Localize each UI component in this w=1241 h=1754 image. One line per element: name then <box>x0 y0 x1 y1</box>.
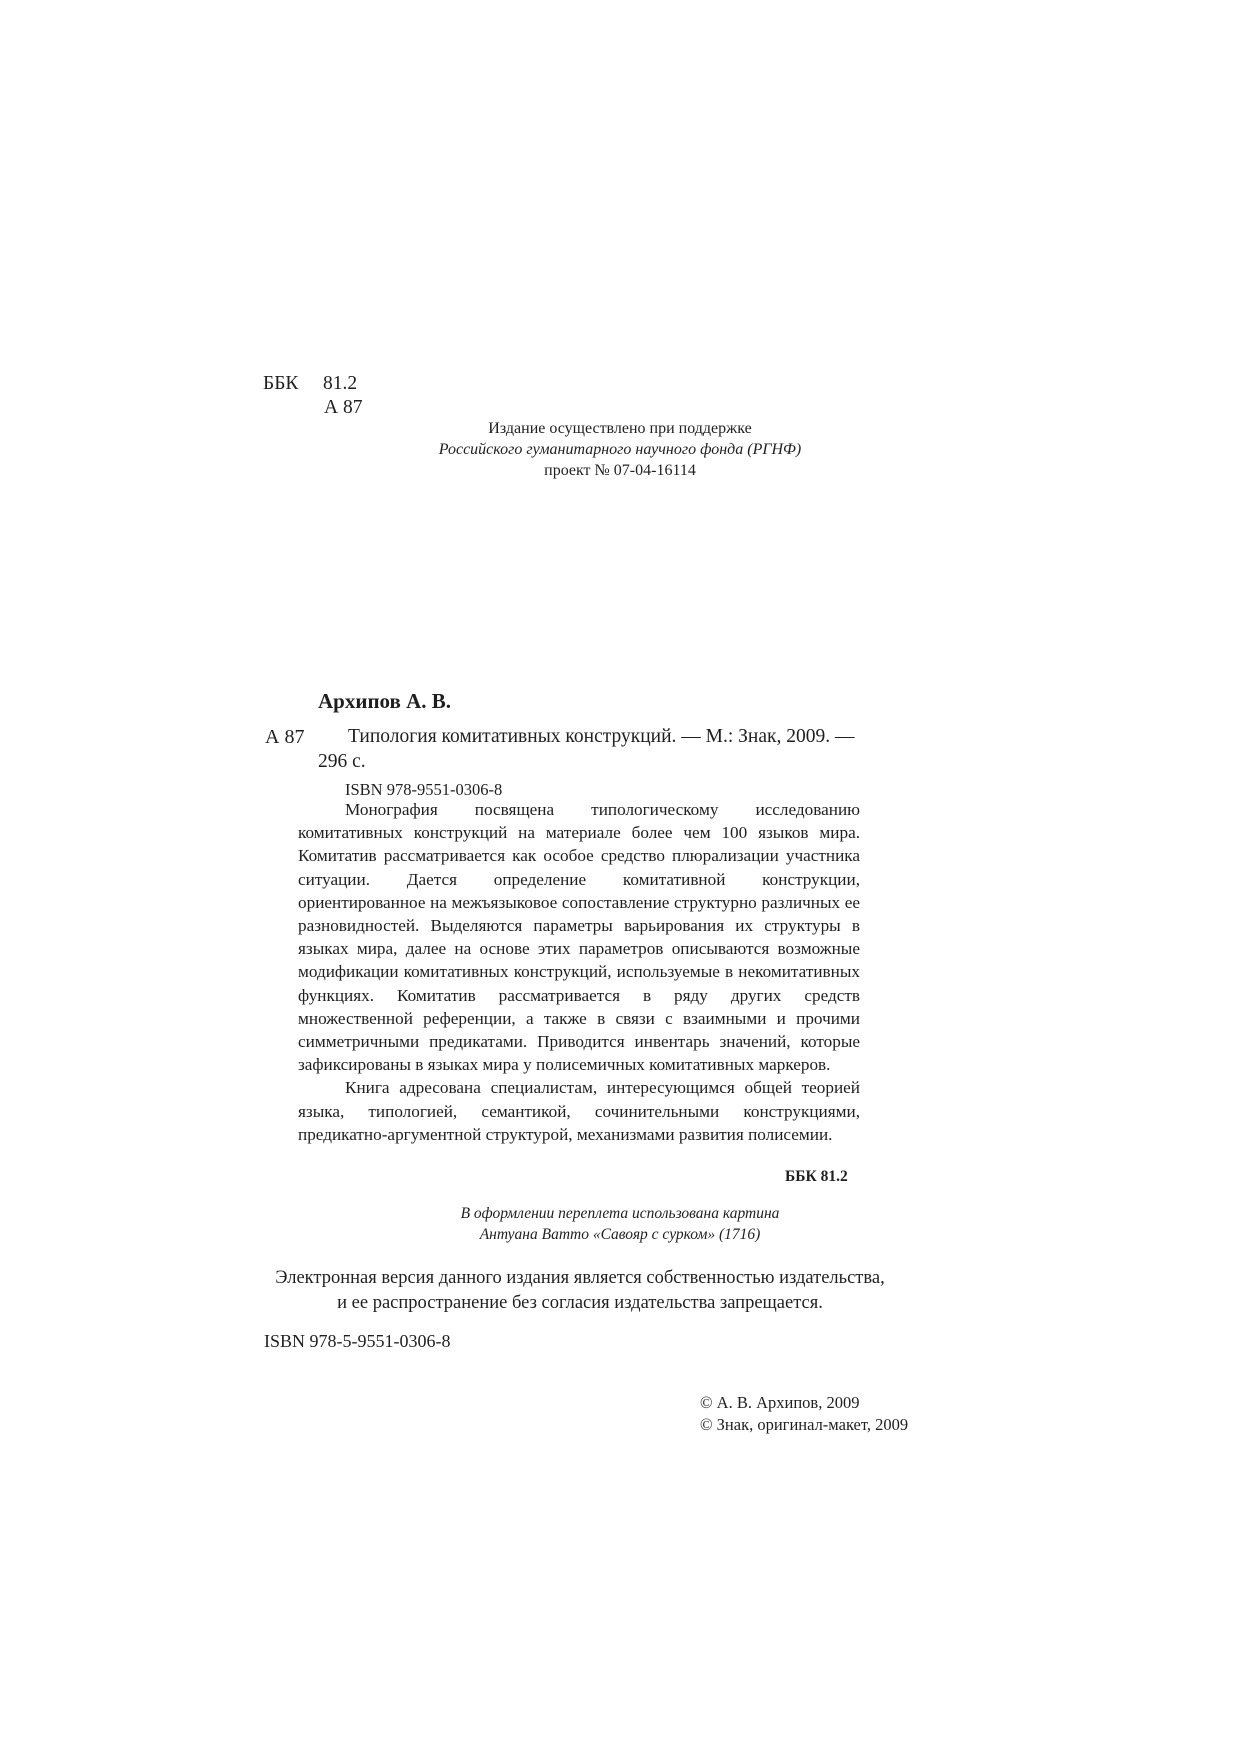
support-project-number: проект № 07-04-16114 <box>544 462 696 479</box>
isbn-main: ISBN 978-5-9551-0306-8 <box>264 1331 451 1351</box>
card-author-mark: А 87 <box>265 726 305 748</box>
bbk-code: 81.2 <box>323 373 358 394</box>
bbk-author-mark: А 87 <box>324 397 363 418</box>
card-title-line: Типология комитативных конструкций. — М.: Знак, 2009. — <box>348 726 855 747</box>
abstract-paragraph: Монография посвящена типологическому исследованию комитативных конструкций на материале более чем 100 языков мира. Комитатив рассматривается как особое средство плюрализации участника ситуации. Дается определение комитативной конструкции, ориентированное на межъязыковое сопоставление структурно различных ее разновидностей. Выделяются параметры варьирования их структуры в языках мира, далее на основе этих параметров описываются возможные модификации комитативных конструкций, используемые в некомитативных функциях. Комитатив рассматривается в ряду других средств множественной референции, а также в связи с взаимными и прочими симметричными предикатами. Приводится инвентарь значений, которые зафиксированы в языках мира у полисемичных комитативных маркеров. <box>298 800 860 1075</box>
support-foundation-name: Российского гуманитарного научного фонда (РГНФ) <box>438 441 802 458</box>
copyright-author: © А. В. Архипов, 2009 <box>700 1393 860 1412</box>
cover-note-line: В оформлении переплета использована картина <box>460 1205 780 1222</box>
copyright-publisher: © Знак, оригинал-макет, 2009 <box>700 1415 909 1434</box>
card-isbn: ISBN 978-9551-0306-8 <box>345 780 503 799</box>
card-page-count: 296 с. <box>318 751 366 772</box>
card-author: Архипов А. В. <box>318 689 452 713</box>
bbk-label: ББК <box>263 373 299 394</box>
electronic-notice-line: и ее распространение без согласия издательства запрещается. <box>337 1293 823 1313</box>
cover-note-line: Антуана Ватто «Савояр с сурком» (1716) <box>479 1226 761 1243</box>
card-abstract <box>298 798 860 1146</box>
support-notice-line: Издание осуществлено при поддержке <box>488 420 752 437</box>
electronic-notice-line: Электронная версия данного издания является собственностью издательства, <box>275 1268 885 1288</box>
card-bbk-code: ББК 81.2 <box>785 1168 848 1185</box>
abstract-paragraph: Книга адресована специалистам, интересующимся общей теорией языка, типологией, семантикой, сочинительными конструкциями, предикатно-аргументной структурой, механизмами развития полисемии. <box>298 1078 860 1144</box>
bbk-classification <box>263 372 358 396</box>
